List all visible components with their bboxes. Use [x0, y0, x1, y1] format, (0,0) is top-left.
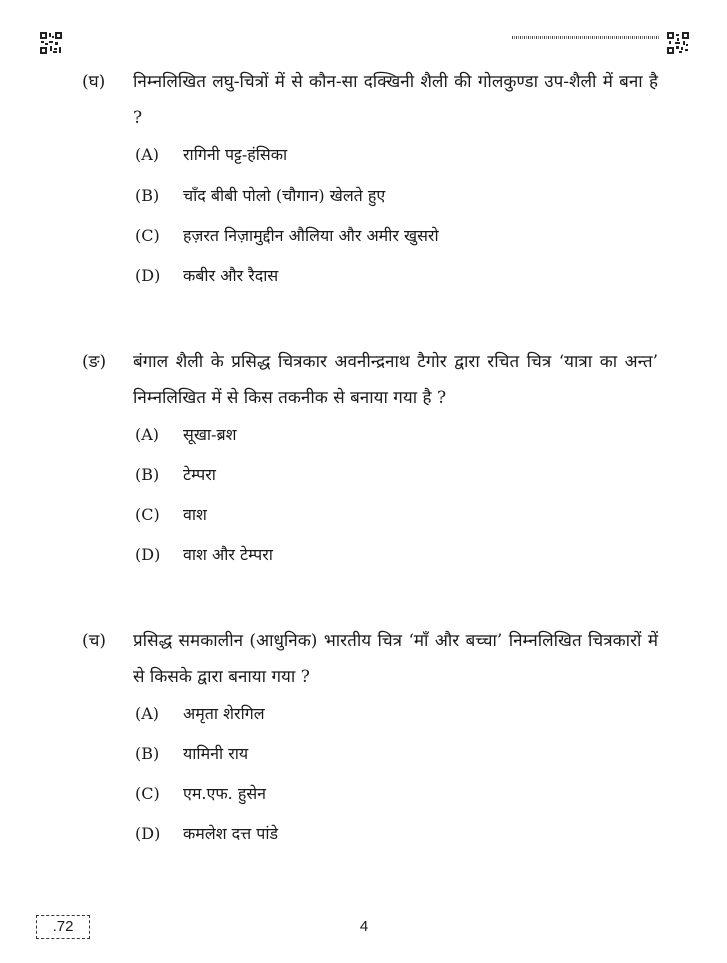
option-text: सूखा-ब्रश — [183, 425, 237, 444]
option-letter: (B) — [135, 465, 160, 484]
option-b — [0, 460, 727, 490]
option-letter: (D) — [135, 824, 161, 843]
option-letter: (C) — [135, 784, 160, 803]
option-text: कबीर और रैदास — [183, 266, 279, 285]
option-letter: (D) — [135, 266, 161, 285]
option-letter: (C) — [135, 226, 160, 245]
question-label: (च) — [82, 631, 107, 651]
option-letter: (A) — [135, 704, 160, 723]
option-text: वाश और टेम्परा — [183, 545, 273, 564]
option-letter: (B) — [135, 744, 160, 763]
option-a — [0, 699, 727, 729]
paper-code-box: .72 — [36, 915, 90, 939]
option-letter: (A) — [135, 425, 160, 444]
option-d — [0, 819, 727, 849]
qr-code-left-icon — [40, 32, 62, 54]
option-c — [0, 221, 727, 251]
option-d — [0, 261, 727, 291]
option-text: कमलेश दत्त पांडे — [183, 824, 279, 843]
option-text: अमृता शेरगिल — [183, 704, 265, 723]
option-text: एम.एफ. हुसेन — [183, 784, 267, 803]
option-a — [0, 140, 727, 170]
option-letter: (A) — [135, 145, 160, 164]
option-d — [0, 540, 727, 570]
question-label: (घ) — [82, 72, 106, 92]
question-text: प्रसिद्ध समकालीन (आधुनिक) भारतीय चित्र ‘माँ और बच्चा’ निम्नलिखित चित्रकारों में से किसके द्वारा बनाया गया ? — [133, 631, 658, 687]
option-text: रागिनी पट्ट-हंसिका — [183, 145, 288, 164]
option-c — [0, 500, 727, 530]
option-text: हज़रत निज़ामुद्दीन औलिया और अमीर खुसरो — [183, 226, 439, 245]
option-text: यामिनी राय — [183, 744, 249, 763]
option-letter: (C) — [135, 505, 160, 524]
barcode-strip — [512, 36, 660, 39]
option-text: टेम्परा — [183, 465, 216, 484]
question-label: (ङ) — [82, 352, 107, 372]
option-text: वाश — [183, 505, 207, 524]
option-letter: (D) — [135, 545, 161, 564]
question-text: निम्नलिखित लघु-चित्रों में से कौन-सा दक्खिनी शैली की गोलकुण्डा उप-शैली में बना है ? — [133, 72, 658, 128]
option-b — [0, 739, 727, 769]
option-b — [0, 181, 727, 211]
option-text: चाँद बीबी पोलो (चौगान) खेलते हुए — [183, 186, 386, 205]
question-text: बंगाल शैली के प्रसिद्ध चित्रकार अवनीन्द्रनाथ टैगोर द्वारा रचित चित्र ‘यात्रा का अन्त’ निम्नलिखित में से किस तकनीक से बनाया गया है ? — [133, 352, 658, 408]
option-c — [0, 779, 727, 809]
page-number: 4 — [359, 918, 369, 935]
option-a — [0, 420, 727, 450]
option-letter: (B) — [135, 186, 160, 205]
qr-code-right-icon — [667, 32, 689, 54]
